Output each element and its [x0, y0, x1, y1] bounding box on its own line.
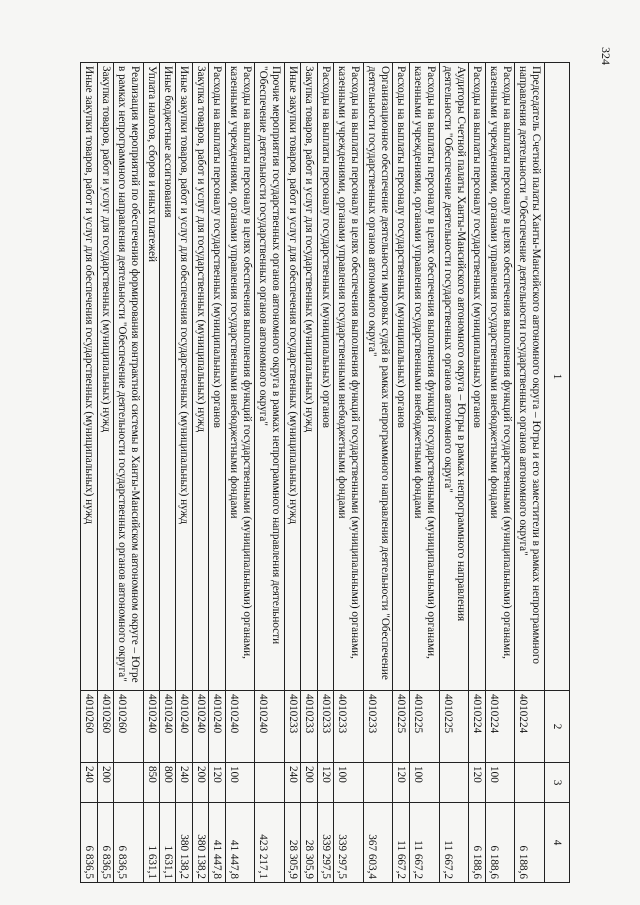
row-name-cell: Расходы на выплаты персоналу государственных (муниципальных) органов — [393, 63, 409, 691]
row-code-cell: 4010225 — [393, 691, 409, 763]
table-row — [209, 63, 225, 883]
row-vr-cell: 240 — [285, 763, 301, 803]
page-number: 324 — [599, 47, 613, 65]
row-code-cell: 4010240 — [176, 691, 192, 763]
table-row — [81, 63, 98, 883]
table-row — [285, 63, 301, 883]
row-sum-cell: 380 138,2 — [176, 803, 192, 883]
row-code-cell: 4010260 — [114, 691, 144, 763]
row-name-cell: Уплата налогов, сборов и иных платежей — [143, 63, 159, 691]
row-vr-cell — [255, 763, 285, 803]
table-row — [176, 63, 192, 883]
row-sum-cell: 6 188,6 — [515, 803, 545, 883]
rotated-page — [80, 62, 570, 882]
table-row — [114, 63, 144, 883]
table-row — [363, 63, 393, 883]
row-code-cell: 4010224 — [469, 691, 485, 763]
row-vr-cell: 200 — [97, 763, 113, 803]
row-name-cell: Расходы на выплаты персоналу в целях обеспечения выполнения функций государственными (муниципальными) органами, казенными учреждениями, органами управления государственными внебюджетными фондами — [485, 63, 515, 691]
table-row — [515, 63, 545, 883]
row-name-cell: Председатель Счетной палаты Ханты-Мансийского автономного округа – Югры и его заместители в рамках непрограммного направления деятельности "Обеспечение деятельности государственных органов автономного округа" — [515, 63, 545, 691]
row-name-cell: Закупка товаров, работ и услуг для государственных (муниципальных) нужд — [301, 63, 317, 691]
row-code-cell: 4010233 — [334, 691, 364, 763]
row-name-cell: Расходы на выплаты персоналу государственных (муниципальных) органов — [209, 63, 225, 691]
row-name-cell: Расходы на выплаты персоналу в целях обеспечения выполнения функций государственными (муниципальными) органами, казенными учреждениями, органами управления государственными внебюджетными фондами — [409, 63, 439, 691]
row-name-cell: Расходы на выплаты персоналу государственных (муниципальных) органов — [317, 63, 333, 691]
row-code-cell: 4010224 — [485, 691, 515, 763]
table-row — [334, 63, 364, 883]
row-sum-cell: 11 667,2 — [409, 803, 439, 883]
header-col-4: 4 — [545, 803, 570, 883]
table-row — [301, 63, 317, 883]
row-sum-cell: 28 305,9 — [285, 803, 301, 883]
row-name-cell: Расходы на выплаты персоналу в целях обеспечения выполнения функций государственными (муниципальными) органами, казенными учреждениями, органами управления государственными внебюджетными фондами — [225, 63, 255, 691]
row-code-cell: 4010240 — [255, 691, 285, 763]
table-row — [409, 63, 439, 883]
row-vr-cell: 800 — [160, 763, 176, 803]
row-code-cell: 4010240 — [160, 691, 176, 763]
table-row — [225, 63, 255, 883]
table-row — [393, 63, 409, 883]
row-code-cell: 4010233 — [301, 691, 317, 763]
row-name-cell: Прочие мероприятия государственных органов автономного округа в рамках непрограммного направления деятельности "Обеспечение деятельности государственных органов автономного округа" — [255, 63, 285, 691]
row-name-cell: Расходы на выплаты персоналу государственных (муниципальных) органов — [469, 63, 485, 691]
row-code-cell: 4010233 — [317, 691, 333, 763]
row-vr-cell: 100 — [334, 763, 364, 803]
row-vr-cell: 120 — [469, 763, 485, 803]
row-sum-cell: 6 188,6 — [485, 803, 515, 883]
row-sum-cell: 41 447,8 — [209, 803, 225, 883]
row-vr-cell: 120 — [209, 763, 225, 803]
row-code-cell: 4010224 — [515, 691, 545, 763]
row-vr-cell: 240 — [176, 763, 192, 803]
row-vr-cell: 120 — [393, 763, 409, 803]
table-row — [469, 63, 485, 883]
row-sum-cell: 339 297,5 — [334, 803, 364, 883]
row-code-cell: 4010240 — [143, 691, 159, 763]
row-vr-cell: 200 — [301, 763, 317, 803]
table-row — [192, 63, 208, 883]
row-sum-cell: 367 603,4 — [363, 803, 393, 883]
table-row — [485, 63, 515, 883]
table-row — [439, 63, 469, 883]
table-body — [81, 63, 545, 883]
table-row — [160, 63, 176, 883]
row-vr-cell: 850 — [143, 763, 159, 803]
row-code-cell: 4010260 — [81, 691, 98, 763]
table-row — [255, 63, 285, 883]
row-sum-cell: 6 836,5 — [97, 803, 113, 883]
table-row — [317, 63, 333, 883]
row-name-cell: Организационное обеспечение деятельности мировых судей в рамках непрограммного направления деятельности "Обеспечение деятельности государственных органов автономного округа" — [363, 63, 393, 691]
row-vr-cell — [439, 763, 469, 803]
table-row — [97, 63, 113, 883]
row-code-cell: 4010240 — [225, 691, 255, 763]
row-vr-cell: 100 — [409, 763, 439, 803]
row-code-cell: 4010225 — [439, 691, 469, 763]
row-vr-cell — [515, 763, 545, 803]
row-sum-cell: 1 631,1 — [160, 803, 176, 883]
row-name-cell: Иные закупки товаров, работ и услуг для обеспечения государственных (муниципальных) нужд — [285, 63, 301, 691]
row-sum-cell: 6 188,6 — [469, 803, 485, 883]
row-name-cell: Закупка товаров, работ и услуг для государственных (муниципальных) нужд — [192, 63, 208, 691]
row-sum-cell: 11 667,2 — [439, 803, 469, 883]
row-name-cell: Реализация мероприятий по обеспечению формирования контрактной системы в Ханты-Мансийском автономном округе – Югре в рамках непрограммного направления деятельности "Обеспечение деятельности государственных органов автономного округа" — [114, 63, 144, 691]
row-sum-cell: 28 305,9 — [301, 803, 317, 883]
row-sum-cell: 41 447,8 — [225, 803, 255, 883]
row-vr-cell: 100 — [225, 763, 255, 803]
row-name-cell: Иные закупки товаров, работ и услуг для обеспечения государственных (муниципальных) нужд — [176, 63, 192, 691]
row-vr-cell — [114, 763, 144, 803]
row-vr-cell: 120 — [317, 763, 333, 803]
row-vr-cell: 100 — [485, 763, 515, 803]
row-name-cell: Иные закупки товаров, работ и услуг для обеспечения государственных (муниципальных) нужд — [81, 63, 98, 691]
row-sum-cell: 423 217,1 — [255, 803, 285, 883]
budget-table — [80, 62, 570, 883]
row-name-cell: Закупка товаров, работ и услуг для государственных (муниципальных) нужд — [97, 63, 113, 691]
row-code-cell: 4010260 — [97, 691, 113, 763]
row-name-cell: Аудиторы Счетной палаты Ханты-Мансийского автономного округа – Югры в рамках непрограммного направления деятельности "Обеспечение деятельности государственных органов автономного округа" — [439, 63, 469, 691]
header-col-1: 1 — [545, 63, 570, 691]
row-sum-cell: 6 836,5 — [114, 803, 144, 883]
header-col-3: 3 — [545, 763, 570, 803]
row-name-cell: Расходы на выплаты персоналу в целях обеспечения выполнения функций государственными (муниципальными) органами, казенными учреждениями, органами управления государственными внебюджетными фондами — [334, 63, 364, 691]
row-vr-cell: 200 — [192, 763, 208, 803]
header-col-2: 2 — [545, 691, 570, 763]
row-sum-cell: 11 667,2 — [393, 803, 409, 883]
row-vr-cell — [363, 763, 393, 803]
row-sum-cell: 380 138,2 — [192, 803, 208, 883]
row-vr-cell: 240 — [81, 763, 98, 803]
row-name-cell: Иные бюджетные ассигнования — [160, 63, 176, 691]
row-code-cell: 4010233 — [363, 691, 393, 763]
row-code-cell: 4010225 — [409, 691, 439, 763]
row-sum-cell: 1 631,1 — [143, 803, 159, 883]
table-row — [143, 63, 159, 883]
row-code-cell: 4010240 — [192, 691, 208, 763]
header-row — [545, 63, 570, 883]
row-code-cell: 4010233 — [285, 691, 301, 763]
row-sum-cell: 6 836,5 — [81, 803, 98, 883]
row-code-cell: 4010240 — [209, 691, 225, 763]
row-sum-cell: 339 297,5 — [317, 803, 333, 883]
